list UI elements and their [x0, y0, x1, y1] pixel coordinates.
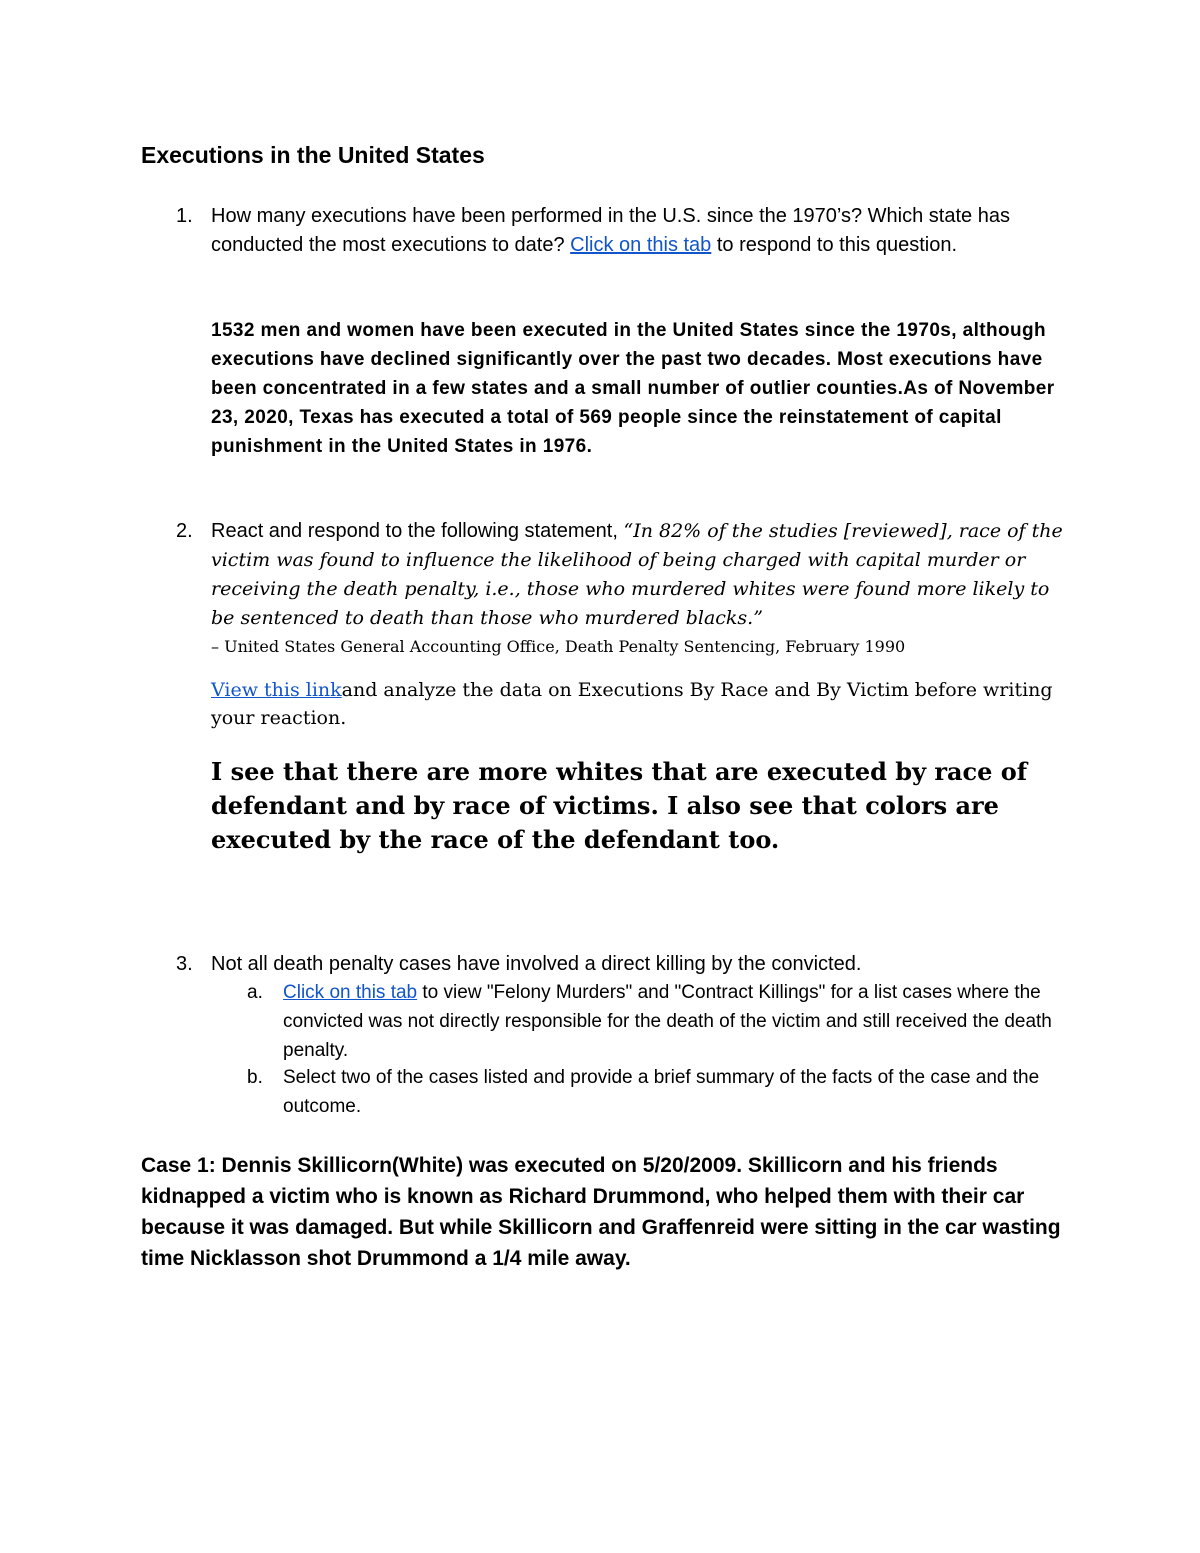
q3a-text: [283, 978, 1053, 1065]
q2-intro: React and respond to the following statement,: [211, 520, 624, 542]
q1-text-b: to respond to this question.: [711, 234, 958, 256]
page-title: Executions in the United States: [141, 142, 485, 168]
q3b-marker: b.: [247, 1067, 263, 1088]
q2-link[interactable]: View this link: [211, 679, 342, 701]
q2-quote: “In 82% of the studies [reviewed], race of the victim was found to influence the likelihood of being charged with capital murder or receiving the death penalty, i.e., those who murdered whites were found more likely to be sentenced to death than those who murdered blacks.”: [211, 520, 1063, 629]
q1-answer: 1532 men and women have been executed in the United States since the 1970s, although executions have declined significantly over the past two decades. Most executions have been concentrated in a few states and a small number of outlier counties.As of November 23, 2020, Texas has executed a total of 569 people since the reinstatement of capital punishment in the United States in 1976.: [211, 320, 1055, 457]
q3a-body: to view "Felony Murders" and "Contract Killings" for a list cases where the convicted was not directly responsible for the death of the victim and still received the death penalty.: [283, 982, 1052, 1061]
q2-statement: [211, 517, 1071, 661]
q2-instructions: [211, 676, 1071, 732]
q2-link-after: and analyze the data on Executions By Race and By Victim before writing your reaction.: [211, 679, 1053, 729]
q2-number: 2.: [176, 520, 193, 542]
q1-text: [211, 202, 1061, 260]
q3b-text: Select two of the cases listed and provide a brief summary of the facts of the case and the outcome.: [283, 1067, 1040, 1117]
q1-number: 1.: [176, 205, 193, 227]
q3a-marker: a.: [247, 982, 263, 1003]
q2-citation: – United States General Accounting Office, Death Penalty Sentencing, February 1990: [211, 637, 906, 656]
q3-number: 3.: [176, 953, 193, 975]
q1-text-a: How many executions have been performed in the U.S. since the 1970’s? Which state has conducted the most executions to date?: [211, 205, 1010, 256]
case-1-summary: Case 1: Dennis Skillicorn(White) was executed on 5/20/2009. Skillicorn and his friends kidnapped a victim who is known as Richard Drummond, who helped them with their car because it was damaged. But while Skillicorn and Graffenreid were sitting in the car wasting time Nicklasson shot Drummond a 1/4 mile away.: [141, 1154, 1061, 1270]
q3-text: Not all death penalty cases have involved a direct killing by the convicted.: [211, 953, 862, 975]
q1-link[interactable]: Click on this tab: [570, 234, 712, 256]
q2-answer: I see that there are more whites that are executed by race of defendant and by race of victims. I also see that colors are executed by the race of the defendant too.: [211, 757, 1028, 854]
q3a-link[interactable]: Click on this tab: [283, 982, 418, 1003]
